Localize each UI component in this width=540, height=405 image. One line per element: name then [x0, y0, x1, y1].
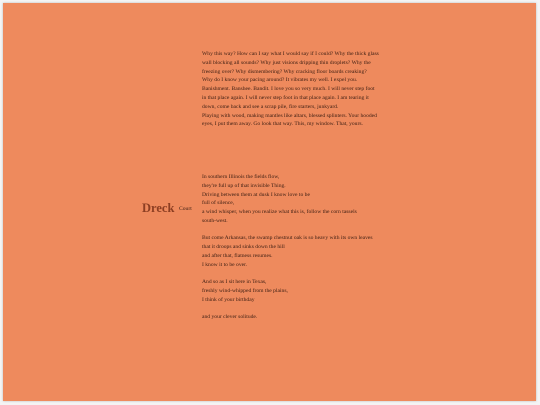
stanza [202, 173, 432, 226]
poem-line: Driving between them at dusk I know love to be [202, 191, 310, 198]
poem-line: and after that, flatness resumes. [202, 252, 273, 259]
poem-line: freshly wind-whipped from the plains, [202, 288, 288, 295]
stanza [202, 234, 432, 269]
poem-line: they're full up of that invisible Thing. [202, 182, 286, 189]
prose-paragraph [202, 50, 417, 129]
prose-line: wall blocking all sounds? Why just visions dripping thin droplets? Why the [202, 59, 371, 66]
poem-line: And so as I sit here in Texas, [202, 279, 267, 286]
stanza [202, 313, 432, 322]
poem-line: and your clever solitude. [202, 314, 258, 321]
poem-body [202, 173, 432, 331]
poem-line: But come Arkansas, the swamp chestnut oak is so heavy with its own leaves [202, 235, 373, 242]
prose-line: in that place again. I will never step foot in that place again. I am tearing it [202, 94, 369, 101]
poem-title: Dreck [142, 201, 175, 215]
prose-line: Why do I know your pacing around? It vibrates my well. I expel you. [202, 77, 358, 84]
prose-line: Playing with wood, making mantles like altars, blessed splinters. Your hooded [202, 112, 377, 119]
prose-line: down, come back and see a scrap pile, fire starters, junkyard. [202, 103, 339, 110]
stanza [202, 278, 432, 304]
prose-line: freezing over? Why dismembering? Why cracking floor boards creaking? [202, 68, 367, 75]
prose-line: Why this way? How can I say what I would say if I could? Why the thick glass [202, 51, 379, 57]
poem-subtitle: Court [179, 206, 192, 212]
poem-line: In southern Illinois the fields flow, [202, 174, 280, 180]
poem-line: I think of your birthday [202, 296, 255, 303]
poem-line: I know it to be over. [202, 261, 248, 268]
poem-line: a wind whisper, when you realize what this is, follow the corn tassels [202, 209, 357, 215]
prose-line: eyes, I put them away. Go look that way. This, my window. That, yours. [202, 121, 363, 128]
document-page [3, 3, 536, 401]
prose-line: Banishment. Banshee. Bandit. I love you so very much. I will never step foot [202, 86, 375, 93]
poem-line: south-west. [202, 217, 228, 224]
poem-line: full of silence, [202, 200, 235, 207]
poem-line: that it droops and sinks down the hill [202, 244, 285, 251]
